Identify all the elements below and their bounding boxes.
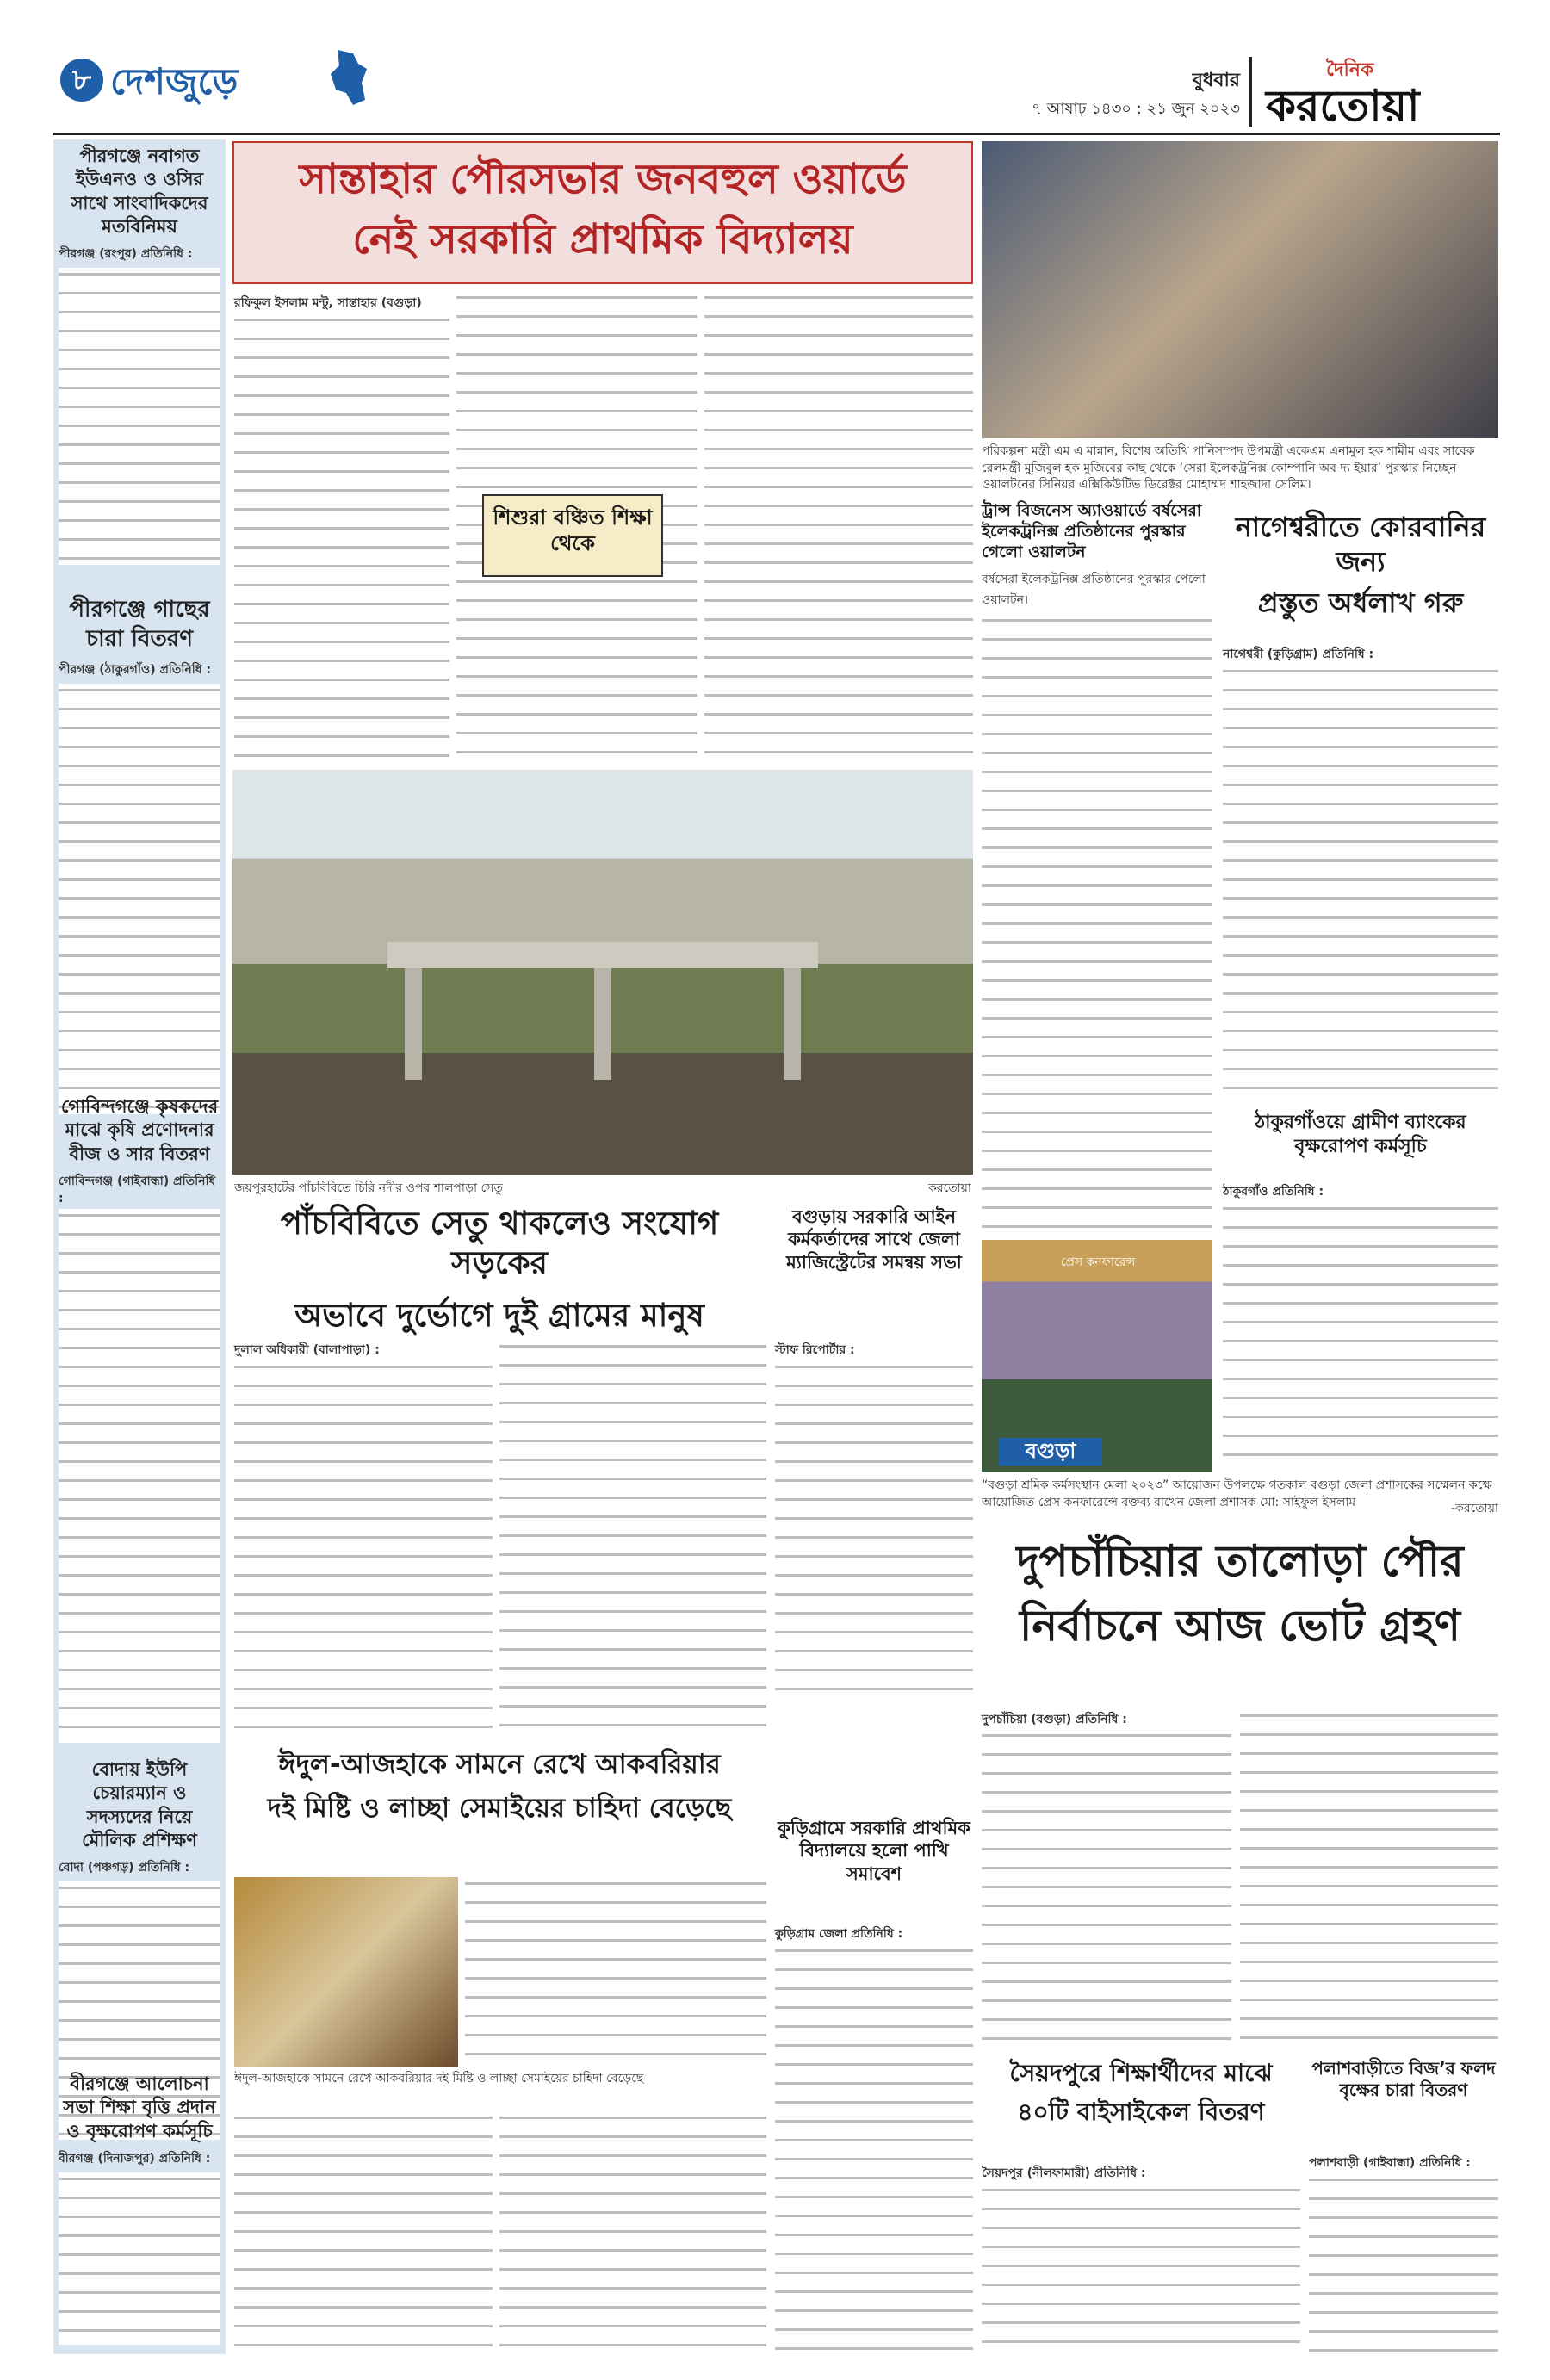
bicycle-headline-line1: সৈয়দপুরে শিক্ষার্থীদের মাঝে [1009, 2059, 1273, 2087]
award-brief [982, 501, 1212, 1354]
meeting-body [775, 1360, 973, 1705]
brief-headline: গোবিন্দগঞ্জে কৃষকদের মাঝে কৃষি প্রণোদনার বীজ ও সার বিতরণ [60, 1096, 219, 1164]
bicycle-byline: সৈয়দপুর (নীলফামারী) প্রতিনিধি : [982, 2166, 1146, 2180]
meeting-caption-credit: -করতোয়া [1450, 1502, 1498, 1515]
cattle-headline-line1: নাগেশ্বরীতে কোরবানির জন্য [1235, 511, 1486, 578]
brief-byline: পীরগঞ্জ (ঠাকুরগাঁও) প্রতিনিধি : [59, 662, 212, 677]
brief-3 [59, 1095, 220, 1743]
brief-headline: পীরগঞ্জে গাছের চারা বিতরণ [69, 597, 210, 652]
page-number: ৮ [71, 63, 92, 97]
brief-byline: বোদা (পঞ্চগড়) প্রতিনিধি : [59, 1861, 190, 1875]
bank-body [1223, 1202, 1498, 1472]
brief-byline: পীরগঞ্জ (রংপুর) প্রতিনিধি : [59, 247, 193, 262]
eid-body-top [465, 1877, 766, 2067]
bicycle-headline-line2: ৪০টি বাইসাইকেল বিতরণ [1017, 2098, 1265, 2126]
brief-body [59, 268, 220, 565]
brief-byline: গোবিন্দগঞ্জ (গাইবান্ধা) প্রতিনিধি : [59, 1174, 216, 1205]
eid-headline [232, 1748, 766, 1877]
bridge-body-col1 [234, 1360, 493, 1739]
election-byline: দুপচাঁচিয়া (বগুড়া) প্রতিনিধি : [982, 1713, 1127, 1726]
page-number-badge [60, 59, 103, 102]
bridge-headline [232, 1204, 766, 1333]
trees-headline: পলাশবাড়ীতে বিজ’র ফলদ বৃক্ষের চারা বিতরণ [1311, 2058, 1496, 2100]
lead-headline-box [232, 141, 973, 284]
eid-headline-line1: ঈদুল-আজহাকে সামনে রেখে আকবরিয়ার [278, 1749, 721, 1780]
brief-body [59, 1209, 220, 1743]
news-brief-sidebar [53, 139, 226, 2354]
election-headline-line2: নির্বাচনে আজ ভোট গ্রহণ [1020, 1600, 1460, 1651]
bicycle-headline [982, 2058, 1300, 2161]
school-headline-box [775, 1817, 973, 1920]
masthead-rule [53, 133, 1500, 135]
eid-photo-caption: ঈদুল-আজহাকে সামনে রেখে আকবরিয়ার দই মিষ্টি ও লাচ্ছা সেমাইয়ের চাহিদা বেড়েছে [234, 2072, 644, 2086]
brief-headline: বোদায় ইউপি চেয়ারম্যান ও সদস্যদের নিয়ে মৌলিক প্রশিক্ষণ [82, 1759, 197, 1850]
brief-2 [59, 596, 220, 1114]
brief-body [59, 2172, 220, 2345]
bangladesh-map-icon [327, 48, 370, 108]
election-headline-line1: দুপচাঁচিয়ার তালোড়া পৌর [1016, 1536, 1464, 1586]
bridge-credit: করতোয়া [928, 1181, 971, 1195]
election-body-col2 [1240, 1709, 1498, 2049]
paper-logo: করতোয়া [1266, 81, 1420, 131]
trees-headline-box [1309, 2058, 1498, 2153]
election-body-col1 [982, 1729, 1231, 2049]
school-body [775, 1944, 973, 2354]
award-side-byline: বর্ষসেরা ইলেকট্রনিক্স প্রতিষ্ঠানের পুরস্কার পেলো ওয়ালটন। [982, 573, 1206, 608]
election-headline [982, 1534, 1498, 1707]
award-photo [982, 141, 1498, 438]
lead-pullquote [482, 494, 663, 577]
bank-byline: ঠাকুরগাঁও প্রতিনিধি : [1223, 1185, 1324, 1199]
meeting-caption: “বগুড়া শ্রমিক কর্মসংস্থান মেলা ২০২৩” আয়োজন উপলক্ষে গতকাল বগুড়া জেলা প্রশাসকের সম্মেলন কক্ষে আয়োজিত প্রেস কনফারেন্সে বক্তব্য রাখেন জেলা প্রশাসক মো: সাইফুল ইসলাম [982, 1478, 1492, 1509]
bridge-photo [232, 770, 973, 1175]
lead-body-col1 [234, 313, 450, 761]
lead-byline: রফিকুল ইসলাম মন্টু, সান্তাহার (বগুড়া) [234, 296, 422, 310]
masthead-divider [1249, 57, 1252, 127]
cattle-body [1223, 665, 1498, 1104]
award-caption: পরিকল্পনা মন্ত্রী এম এ মান্নান, বিশেষ অতিথি পানিসম্পদ উপমন্ত্রী একেএম এনামুল হক শামীম এবং সাবেক রেলমন্ত্রী মুজিবুল হক মুজিবের কাছ থেকে ‘সেরা ইলেকট্রনিক্স কোম্পানি অব দ্য ইয়ার’ পুরস্কার নিচ্ছেন ওয়ালটনের সিনিয়র এক্সিকিউটিভ ডিরেক্টর মোহাম্মদ শাহজাদা সেলিম। [982, 444, 1475, 493]
brief-headline: বীরগঞ্জে আলোচনা সভা শিক্ষা বৃত্তি প্রদান ও বৃক্ষরোপণ কর্মসূচি [63, 2073, 216, 2141]
school-headline: কুড়িগ্রামে সরকারি প্রাথমিক বিদ্যালয়ে হলো পাখি সমাবেশ [778, 1818, 970, 1884]
lead-body-col3 [704, 291, 973, 761]
eid-body-col1 [234, 2111, 493, 2354]
brief-body [59, 684, 220, 1114]
meeting-watermark: বগুড়া [999, 1438, 1102, 1466]
eid-body-col2 [499, 2111, 766, 2354]
eid-headline-line2: দই মিষ্টি ও লাচ্ছা সেমাইয়ের চাহিদা বেড়েছে [267, 1792, 732, 1824]
section-title: দেশজুড়ে [110, 60, 239, 102]
meeting-headline-box [775, 1205, 973, 1335]
lead-headline-line1: সান্তাহার পৌরসভার জনবহুল ওয়ার্ডে [299, 155, 907, 203]
cattle-byline: নাগেশ্বরী (কুড়িগ্রাম) প্রতিনিধি : [1223, 648, 1374, 661]
trees-byline: পলাশবাড়ী (গাইবান্ধা) প্রতিনিধি : [1309, 2156, 1471, 2170]
bridge-body-col2 [499, 1340, 766, 1739]
meeting-banner: প্রেস কনফারেন্স [1060, 1255, 1136, 1269]
award-side-headline: ট্রান্স বিজনেস অ্যাওয়ার্ডে বর্ষসেরা ইলেকট্রনিক্স প্রতিষ্ঠানের পুরস্কার গেলো ওয়ালটন [982, 501, 1202, 561]
brief-5 [59, 2073, 220, 2345]
brief-byline: বীরগঞ্জ (দিনাজপুর) প্রতিনিধি : [59, 2151, 211, 2166]
lead-headline-line2: নেই সরকারি প্রাথমিক বিদ্যালয় [352, 215, 853, 263]
meeting-headline: বগুড়ায় সরকারি আইন কর্মকর্তাদের সাথে জেলা ম্যাজিস্ট্রেটের সমন্বয় সভা [786, 1206, 962, 1273]
pullquote-text: শিশুরা বঞ্চিত শিক্ষা থেকে [493, 505, 653, 555]
cattle-headline-line2: প্রস্তুত অর্ধলাখ গরু [1257, 586, 1464, 619]
meeting-photo [982, 1240, 1212, 1472]
bicycle-body [982, 2184, 1300, 2354]
school-byline: কুড়িগ্রাম জেলা প্রতিনিধি : [775, 1927, 903, 1941]
trees-body [1309, 2173, 1498, 2354]
cattle-headline [1223, 510, 1498, 639]
bank-headline: ঠাকুরগাঁওয়ে গ্রামীণ ব্যাংকের বৃক্ষরোপণ কর্মসূচি [1255, 1112, 1466, 1157]
eid-photo [234, 1877, 458, 2067]
meeting-byline: স্টাফ রিপোর্টার : [775, 1343, 855, 1357]
bridge-icon [232, 770, 973, 1175]
paper-name-small: দৈনিক [1326, 59, 1374, 81]
bridge-headline-line2: অভাবে দুর্ভোগে দুই গ্রামের মানুষ [294, 1296, 704, 1334]
bridge-caption: জয়পুরহাটের পাঁচবিবিতে চিরি নদীর ওপর শালপাড়া সেতু [234, 1181, 503, 1195]
day-label: বুধবার [1192, 70, 1240, 91]
bridge-byline: দুলাল অধিকারী (বালাপাড়া) : [234, 1343, 380, 1357]
brief-1 [59, 145, 220, 565]
brief-headline: পীরগঞ্জে নবাগত ইউএনও ও ওসির সাথে সাংবাদিকদের মতবিনিময় [71, 146, 208, 237]
bank-headline-box [1223, 1111, 1498, 1180]
date-label: ৭ আষাঢ় ১৪৩০ : ২১ জুন ২০২৩ [1032, 100, 1240, 118]
bridge-headline-line1: পাঁচবিবিতে সেতু থাকলেও সংযোগ সড়কের [280, 1205, 719, 1282]
